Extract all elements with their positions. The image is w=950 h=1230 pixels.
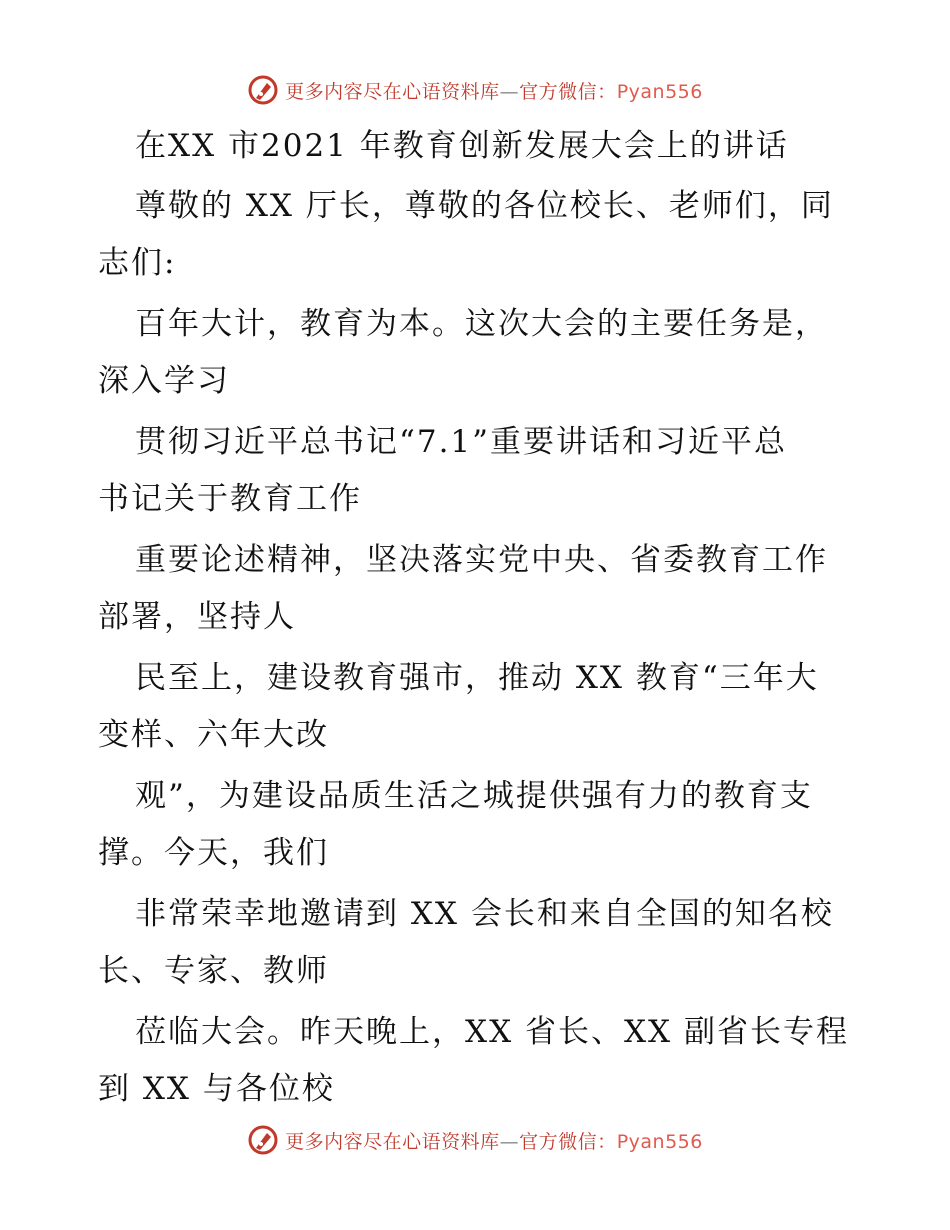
text-line: 重要论述精神，坚决落实党中央、省委教育工作: [135, 542, 828, 578]
text-line: 深入学习: [98, 363, 230, 399]
watermark-text: [285, 1127, 703, 1154]
text-line: 尊敬的 XX 厅长，尊敬的各位校长、老师们，同: [135, 188, 834, 224]
watermark-text: [285, 77, 703, 104]
watermark-main: 更多内容尽在心语资料库: [285, 80, 500, 103]
document-title: 在XX 市2021 年教育创新发展大会上的讲话: [135, 128, 789, 164]
pen-nib-logo-icon: [247, 1124, 279, 1156]
footer-watermark: [0, 1120, 950, 1160]
text-line: 变样、六年大改: [98, 717, 329, 753]
watermark-dash: —: [499, 80, 520, 103]
text-line: 志们:: [98, 245, 177, 281]
watermark-label: 官方微信：: [519, 1130, 617, 1153]
watermark-main: 更多内容尽在心语资料库: [285, 1130, 500, 1153]
text-line: 非常荣幸地邀请到 XX 会长和来自全国的知名校: [135, 896, 834, 932]
watermark-id: Pyan556: [616, 1130, 703, 1153]
watermark-dash: —: [499, 1130, 520, 1153]
text-line: 贯彻习近平总书记“7.1”重要讲话和习近平总: [135, 424, 787, 460]
watermark-label: 官方微信：: [519, 80, 617, 103]
text-line: 部署，坚持人: [98, 599, 296, 635]
text-line: 到 XX 与各位校: [98, 1071, 335, 1107]
watermark-id: Pyan556: [616, 80, 703, 103]
text-line: 书记关于教育工作: [98, 481, 362, 517]
text-line: 百年大计，教育为本。这次大会的主要任务是，: [135, 306, 828, 342]
text-line: 长、专家、教师: [98, 953, 329, 989]
header-watermark: [0, 70, 950, 110]
text-line: 撑。今天，我们: [98, 835, 329, 871]
text-line: 莅临大会。昨天晚上，XX 省长、XX 副省长专程: [135, 1014, 849, 1050]
text-line: 观”，为建设品质生活之城提供强有力的教育支: [135, 778, 813, 814]
text-line: 民至上，建设教育强市，推动 XX 教育“三年大: [135, 660, 819, 696]
pen-nib-logo-icon: [247, 74, 279, 106]
